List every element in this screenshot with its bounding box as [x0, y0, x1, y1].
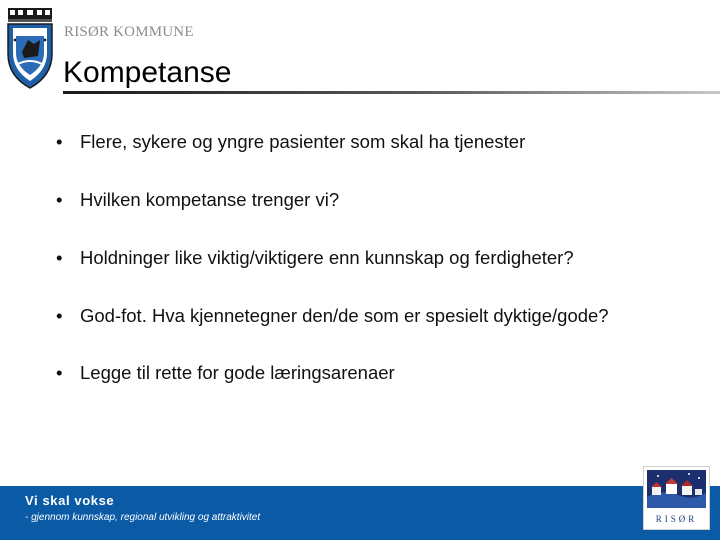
- footer-subtitle: - gjennom kunnskap, regional utvikling og attraktivitet: [25, 512, 261, 523]
- bullet-item: [56, 131, 525, 153]
- bullet-text: Legge til rette for gode læringsarenaer: [80, 362, 395, 383]
- title-divider: [63, 91, 720, 94]
- bullet-marker: •: [56, 189, 63, 210]
- footer-logo-text: RISØR: [655, 514, 698, 524]
- bullet-item: [56, 189, 339, 211]
- footer-title: Vi skal vokse: [25, 493, 115, 508]
- bullet-marker: •: [56, 362, 63, 383]
- bullet-marker: •: [56, 247, 63, 268]
- bullet-item: [56, 362, 395, 384]
- bullet-text: Hvilken kompetanse trenger vi?: [80, 189, 340, 210]
- bullet-text: Flere, sykere og yngre pasienter som skal ha tjenester: [80, 131, 526, 152]
- page-title: Kompetanse: [63, 56, 232, 89]
- org-name: RISØR KOMMUNE: [64, 24, 194, 40]
- bullet-item: [56, 247, 574, 269]
- bullet-marker: •: [56, 305, 63, 326]
- bullet-text: Holdninger like viktig/viktigere enn kunnskap og ferdigheter?: [80, 247, 574, 268]
- bullet-text: God-fot. Hva kjennetegner den/de som er spesielt dyktige/gode?: [80, 305, 609, 326]
- footer-bar: [0, 486, 720, 540]
- bullet-item: [56, 305, 609, 327]
- bullet-marker: •: [56, 131, 63, 152]
- risor-crest-icon: [4, 6, 56, 90]
- town-illustration-icon: [644, 467, 709, 513]
- risor-town-logo-icon: [643, 466, 710, 530]
